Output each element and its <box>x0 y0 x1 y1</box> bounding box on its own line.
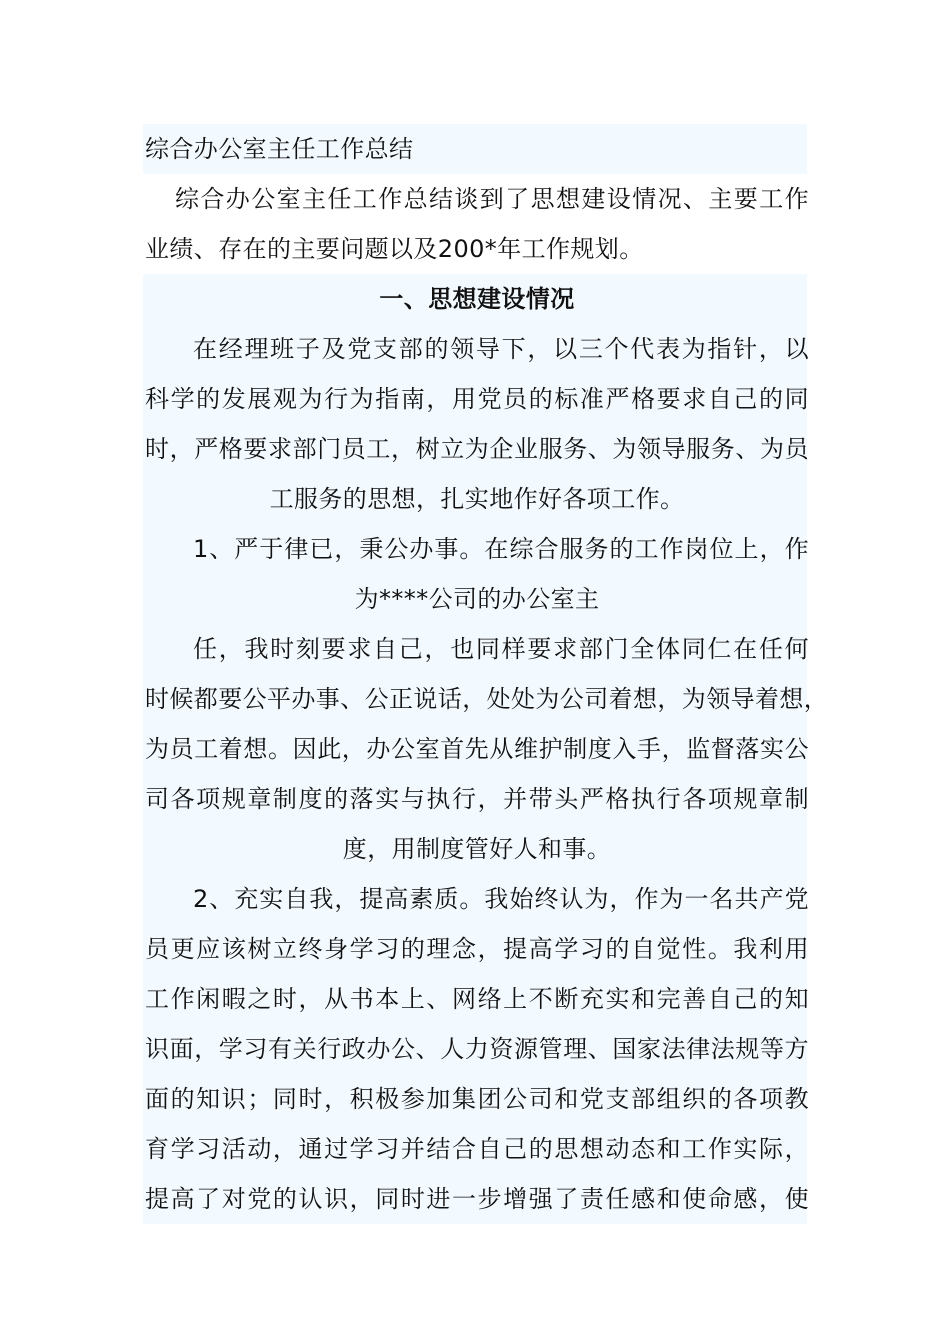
intro-line-1: 综合办公室主任工作总结谈到了思想建设情况、主要工作 <box>175 185 809 213</box>
intro-line-2: 业绩、存在的主要问题以及200*年工作规划。 <box>145 235 644 263</box>
item2-line-6: 育学习活动，通过学习并结合自己的思想动态和工作实际， <box>145 1135 809 1163</box>
item2-line-4: 识面，学习有关行政办公、人力资源管理、国家法律法规等方 <box>145 1035 809 1063</box>
item1-cont-line-5: 度，用制度管好人和事。 <box>342 835 612 863</box>
item1-line-1: 1、严于律已，秉公办事。在综合服务的工作岗位上，作 <box>193 535 809 563</box>
item2-line-3: 工作闲暇之时，从书本上、网络上不断充实和完善自己的知 <box>145 985 809 1013</box>
item1-cont-line-2: 时候都要公平办事、公正说话，处处为公司着想，为领导着想， <box>145 685 829 713</box>
item2-line-1: 2、充实自我，提高素质。我始终认为，作为一名共产党 <box>193 885 809 913</box>
item1-line-2: 为****公司的办公室主 <box>354 585 600 613</box>
item1-cont-line-4: 司各项规章制度的落实与执行，并带头严格执行各项规章制 <box>145 785 809 813</box>
para1-line-2: 科学的发展观为行为指南，用党员的标准严格要求自己的同 <box>145 385 809 413</box>
item2-line-7: 提高了对党的认识，同时进一步增强了责任感和使命感，使 <box>145 1185 809 1213</box>
item2-line-5: 面的知识；同时，积极参加集团公司和党支部组织的各项教 <box>145 1085 809 1113</box>
item1-cont-line-1: 任，我时刻要求自己，也同样要求部门全体同仁在任何 <box>193 635 809 663</box>
para1-line-1: 在经理班子及党支部的领导下，以三个代表为指针，以 <box>193 335 809 363</box>
section-heading: 一、思想建设情况 <box>379 285 575 313</box>
item2-line-2: 员更应该树立终身学习的理念，提高学习的自觉性。我利用 <box>145 935 809 963</box>
document-title: 综合办公室主任工作总结 <box>145 135 414 163</box>
para1-line-3: 时，严格要求部门员工，树立为企业服务、为领导服务、为员 <box>145 435 809 463</box>
item1-cont-line-3: 为员工着想。因此，办公室首先从维护制度入手，监督落实公 <box>145 735 809 763</box>
para1-line-4: 工服务的思想，扎实地作好各项工作。 <box>269 485 685 513</box>
